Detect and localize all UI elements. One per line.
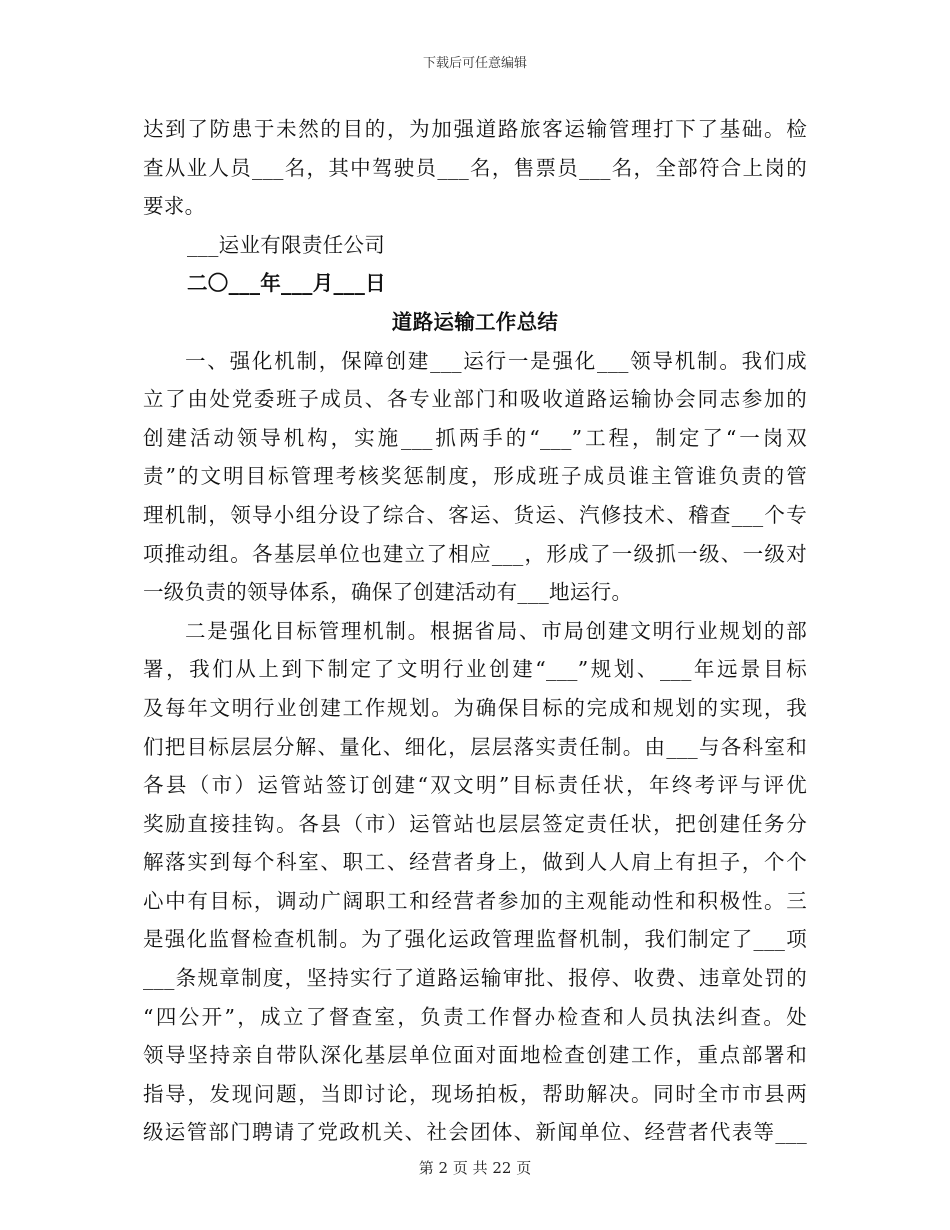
signature-company: ___运业有限责任公司 [187, 232, 386, 257]
paragraph-1-line: 立了由处党委班子成员、各专业部门和吸收道路运输协会同志参加的 [143, 387, 807, 412]
intro-line: 要求。 [143, 194, 206, 219]
paragraph-2-line: 署，我们从上到下制定了文明行业创建“___”规划、___年远景目标 [143, 657, 807, 682]
page-header-note: 下载后可任意编辑 [422, 56, 527, 71]
signature-date: 二〇___年___月___日 [187, 271, 386, 296]
document-title: 道路运输工作总结 [391, 309, 559, 334]
paragraph-2-line: 级运管部门聘请了党政机关、社会团体、新闻单位、经营者代表等___ [143, 1120, 807, 1145]
paragraph-2-line: ___条规章制度，坚持实行了道路运输审批、报停、收费、违章处罚的 [143, 966, 807, 991]
paragraph-1-line: 创建活动领导机构，实施___抓两手的“___”工程，制定了“一岗双 [143, 425, 807, 450]
paragraph-2-line: 二是强化目标管理机制。根据省局、市局创建文明行业规划的部 [185, 618, 807, 643]
paragraph-2-line: 指导，发现问题，当即讨论，现场拍板，帮助解决。同时全市市县两 [143, 1081, 807, 1106]
intro-line: 达到了防患于未然的目的，为加强道路旅客运输管理打下了基础。检 [143, 117, 807, 141]
intro-line: 查从业人员___名，其中驾驶员___名，售票员___名，全部符合上岗的 [143, 155, 807, 180]
paragraph-2-line: 各县（市）运管站签订创建“双文明”目标责任状，年终考评与评优 [143, 773, 807, 798]
document-body [143, 110, 807, 1152]
paragraph-2-line: 及每年文明行业创建工作规划。为确保目标的完成和规划的实现，我 [143, 695, 807, 720]
paragraph-2-line: 领导坚持亲自带队深化基层单位面对面地检查创建工作，重点部署和 [143, 1043, 807, 1068]
paragraph-1-line: 项推动组。各基层单位也建立了相应___，形成了一级抓一级、一级对 [143, 541, 807, 566]
paragraph-2-line: “四公开”，成立了督查室，负责工作督办检查和人员执法纠查。处 [143, 1004, 807, 1029]
paragraph-2-line: 奖励直接挂钩。各县（市）运管站也层层签定责任状，把创建任务分 [143, 811, 807, 836]
page-number: 第 2 页 共 22 页 [418, 1159, 532, 1177]
paragraph-2-line: 是强化监督检查机制。为了强化运政管理监督机制，我们制定了___项 [143, 927, 807, 952]
paragraph-2-line: 们把目标层层分解、量化、细化，层层落实责任制。由___与各科室和 [143, 734, 807, 759]
paragraph-1-line: 一级负责的领导体系，确保了创建活动有___地运行。 [143, 580, 633, 605]
paragraph-1-line: 一、强化机制，保障创建___运行一是强化___领导机制。我们成 [185, 348, 807, 373]
paragraph-1-line: 理机制，领导小组分设了综合、客运、货运、汽修技术、稽查___个专 [143, 502, 807, 527]
paragraph-1-line: 责”的文明目标管理考核奖惩制度，形成班子成员谁主管谁负责的管 [143, 464, 807, 489]
paragraph-2-line: 心中有目标，调动广阔职工和经营者参加的主观能动性和积极性。三 [143, 888, 807, 913]
paragraph-2-line: 解落实到每个科室、职工、经营者身上，做到人人肩上有担子，个个 [143, 850, 807, 875]
